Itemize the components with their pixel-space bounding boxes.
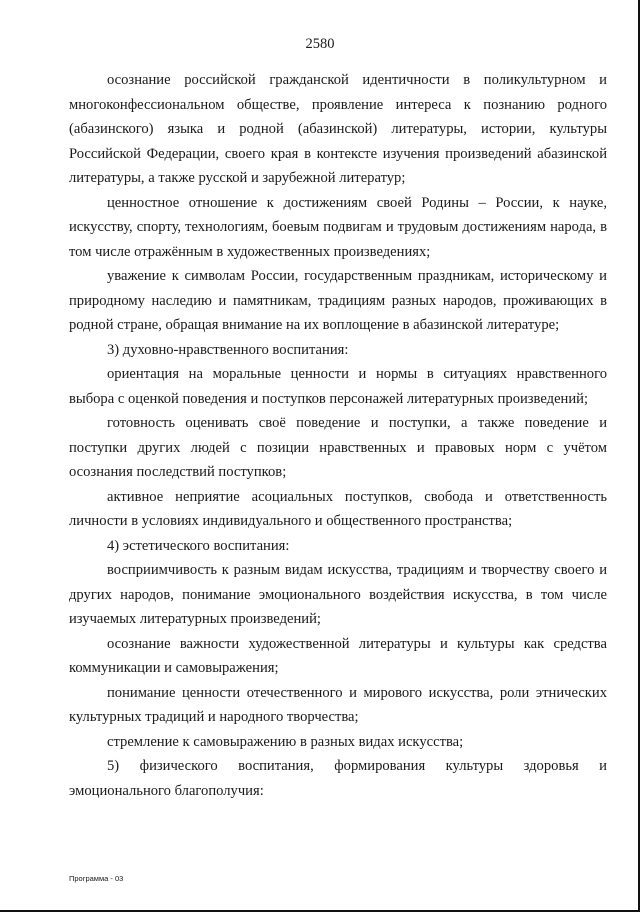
document-body xyxy=(69,68,607,803)
footer-label: Программа - 03 xyxy=(69,874,124,883)
paragraph: активное неприятие асоциальных поступков, свобода и ответственность личности в условиях индивидуального и общественного пространства; xyxy=(69,488,607,529)
paragraph: стремление к самовыражению в разных видах искусства; xyxy=(107,733,464,750)
paragraph: ориентация на моральные ценности и нормы в ситуациях нравственного выбора с оценкой поведения и поступков персонажей литературных произведений; xyxy=(69,366,607,407)
paragraph: восприимчивость к разным видам искусства, традициям и творчеству своего и других народов, понимание эмоционального воздействия искусства, в том числе изучаемых литературных произведений; xyxy=(69,562,607,627)
paragraph: готовность оценивать своё поведение и поступки, а также поведение и поступки других людей с позиции нравственных и правовых норм с учётом осознания последствий поступков; xyxy=(69,415,607,480)
section-heading: 4) эстетического воспитания: xyxy=(107,537,290,554)
paragraph: ценностное отношение к достижениям своей Родины – России, к науке, искусству, спорту, технологиям, боевым подвигам и трудовым достижениям народа, в том числе отражённым в художественных произведениях; xyxy=(69,194,607,260)
paragraph: понимание ценности отечественного и мирового искусства, роли этнических культурных традиций и народного творчества; xyxy=(69,684,607,725)
paragraph: осознание российской гражданской идентичности в поликультурном и многоконфессиональном обществе, проявление интереса к познанию родного (абазинского) языка и родной (абазинской) литературы, истории, культуры Российской Федерации, своего края в контексте изучения произведений абазинской литературы, а также русской и зарубежной литератур; xyxy=(69,72,607,186)
page-number: 2580 xyxy=(305,36,335,52)
section-heading: 3) духовно-нравственного воспитания: xyxy=(107,341,349,358)
paragraph: осознание важности художественной литературы и культуры как средства коммуникации и самовыражения; xyxy=(69,635,607,676)
section-heading: 5) физического воспитания, формирования культуры здоровья и эмоционального благополучия: xyxy=(69,758,607,799)
paragraph: уважение к символам России, государственным праздникам, историческому и природному наследию и памятникам, традициям разных народов, проживающих в родной стране, обращая внимание на их воплощение в абазинской литературе; xyxy=(69,268,607,333)
